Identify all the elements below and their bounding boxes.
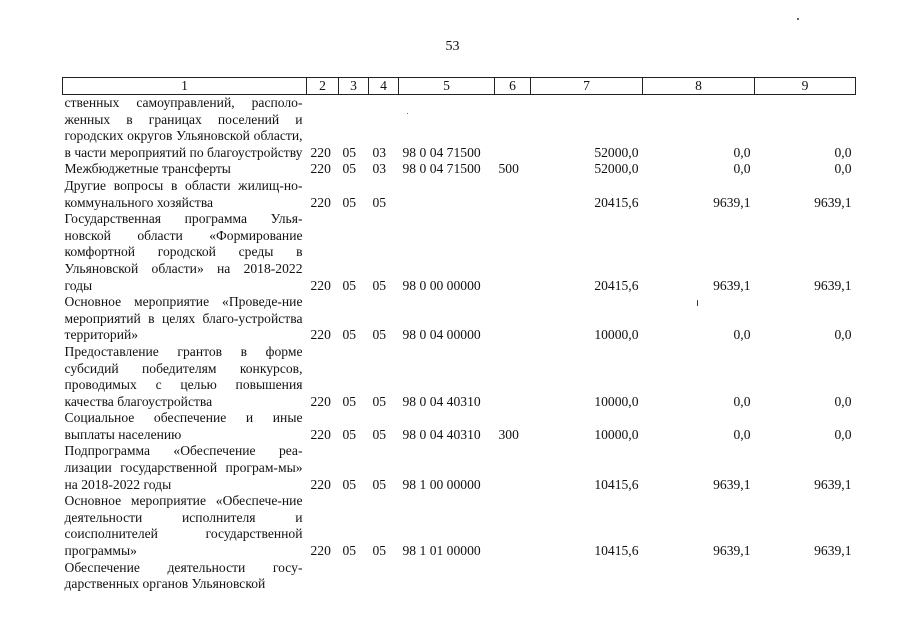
cell-amount-7: 52000,0 [594,144,639,160]
column-header: 3 [339,78,369,95]
cell-section [339,560,369,593]
cell-amount-7: 20415,6 [594,277,639,293]
cell-amount-9: 0,0 [834,327,852,343]
cell-section: 05 [342,194,357,210]
cell-expense-type [495,344,531,410]
cell-ministry: 220 [310,194,331,210]
column-header: 7 [531,78,643,95]
cell-subsection: 05 [372,426,387,442]
row-name: Основное мероприятие «Обеспече-ние деятельности исполнителя и соисполнителей государственной программы» [64,493,303,559]
row-name: Подпрограмма «Обеспечение реа-лизации государственной програм-мы» на 2018-2022 годы [64,443,303,492]
cell-amount-8: 0,0 [733,393,751,409]
cell-ministry: 220 [310,144,331,160]
cell-subsection: 05 [372,194,387,210]
cell-target-article: 98 0 00 00000 [402,277,481,293]
column-header: 6 [495,78,531,95]
row-name: Основное мероприятие «Проведе-ние мероприятий в целях благо-устройства территорий» [64,294,303,343]
cell-amount-8: 9639,1 [713,476,751,492]
cell-section: 05 [342,426,357,442]
cell-amount-7: 20415,6 [594,194,639,210]
cell-amount-9: 9639,1 [814,543,852,559]
cell-amount-9: 0,0 [834,426,852,442]
row-name: Обеспечение деятельности госу-дарственных органов Ульяновской [64,559,303,592]
table-row [63,493,856,559]
cell-amount-7: 10415,6 [594,476,639,492]
cell-ministry: 220 [310,161,331,177]
cell-subsection: 05 [372,393,387,409]
cell-amount-9: 0,0 [834,161,852,177]
table-row [63,178,856,211]
cell-section: 05 [342,543,357,559]
budget-table [62,77,856,593]
cell-amount-9: 9639,1 [814,194,852,210]
column-header: 8 [643,78,755,95]
cell-ministry: 220 [310,393,331,409]
row-name: Социальное обеспечение и иные выплаты населению [64,410,303,442]
cell-target-article: 98 0 04 40310 [402,393,481,409]
cell-amount-9: 0,0 [834,393,852,409]
cell-subsection: 05 [372,327,387,343]
cell-amount-8: 9639,1 [713,194,751,210]
scan-speck [797,18,799,20]
column-header: 4 [369,78,399,95]
cell-subsection [369,560,399,593]
cell-amount-7: 10000,0 [594,327,639,343]
cell-expense-type [495,211,531,294]
table-row [63,95,856,162]
table-row [63,161,856,178]
column-header: 2 [307,78,339,95]
row-name: ственных самоуправлений, располо-женных в границах поселений и городских округов Ульяновской области, в части мероприятий по благоустройству [64,95,303,160]
cell-amount-8 [643,560,755,593]
table-row [63,410,856,443]
cell-subsection: 05 [372,543,387,559]
cell-ministry: 220 [310,426,331,442]
cell-amount-7 [531,560,643,593]
cell-section: 05 [342,393,357,409]
cell-ministry [307,560,339,593]
cell-amount-9: 9639,1 [814,277,852,293]
column-header: 5 [399,78,495,95]
table-row [63,294,856,344]
cell-target-article: 98 0 04 71500 [402,144,481,160]
cell-amount-7: 52000,0 [594,161,639,177]
cell-amount-9 [755,560,856,593]
cell-expense-type [495,493,531,559]
cell-target-article: 98 0 04 00000 [402,327,481,343]
cell-amount-8: 0,0 [733,327,751,343]
cell-ministry: 220 [310,327,331,343]
table-row [63,443,856,493]
cell-expense-type [495,95,531,162]
cell-amount-7: 10415,6 [594,543,639,559]
cell-expense-type [495,178,531,211]
cell-amount-8: 0,0 [733,161,751,177]
cell-subsection: 03 [372,161,387,177]
cell-subsection: 05 [372,277,387,293]
cell-expense-type [495,560,531,593]
row-name: Межбюджетные трансферты [64,161,231,177]
table-row [63,560,856,593]
cell-ministry: 220 [310,277,331,293]
cell-ministry: 220 [310,543,331,559]
cell-amount-8: 0,0 [733,144,751,160]
cell-target-article: 98 0 04 40310 [402,426,481,442]
cell-expense-type: 300 [498,426,519,442]
cell-section: 05 [342,327,357,343]
cell-expense-type [495,294,531,344]
cell-expense-type: 500 [498,161,519,177]
page-number: 53 [445,39,460,54]
cell-section: 05 [342,476,357,492]
cell-amount-7: 10000,0 [594,393,639,409]
table-row [63,344,856,410]
column-header: 1 [63,78,307,95]
row-name: Предоставление грантов в форме субсидий победителям конкурсов, проводимых с целью повышения качества благоустройства [64,343,303,409]
cell-subsection: 03 [372,144,387,160]
cell-target-article: 98 1 01 00000 [402,543,481,559]
cell-section: 05 [342,144,357,160]
row-name: Другие вопросы в области жилищ-но-коммунального хозяйства [64,177,303,210]
cell-target-article: 98 1 00 00000 [402,476,481,492]
cell-amount-7: 10000,0 [594,426,639,442]
cell-target-article [399,560,495,593]
row-name: Государственная программа Улья-новской области «Формирование комфортной городской среды в Ульяновской области» на 2018-2022 годы [64,211,303,293]
table-row [63,211,856,294]
cell-target-article [399,178,495,211]
cell-subsection: 05 [372,476,387,492]
cell-amount-9: 9639,1 [814,476,852,492]
cell-section: 05 [342,277,357,293]
cell-amount-8: 9639,1 [713,543,751,559]
cell-amount-8: 0,0 [733,426,751,442]
cell-expense-type [495,443,531,493]
cell-section: 05 [342,161,357,177]
cell-target-article: 98 0 04 71500 [402,161,481,177]
cell-ministry: 220 [310,476,331,492]
cell-amount-8: 9639,1 [713,277,751,293]
table-header-row [63,78,856,95]
column-header: 9 [755,78,856,95]
cell-amount-9: 0,0 [834,144,852,160]
